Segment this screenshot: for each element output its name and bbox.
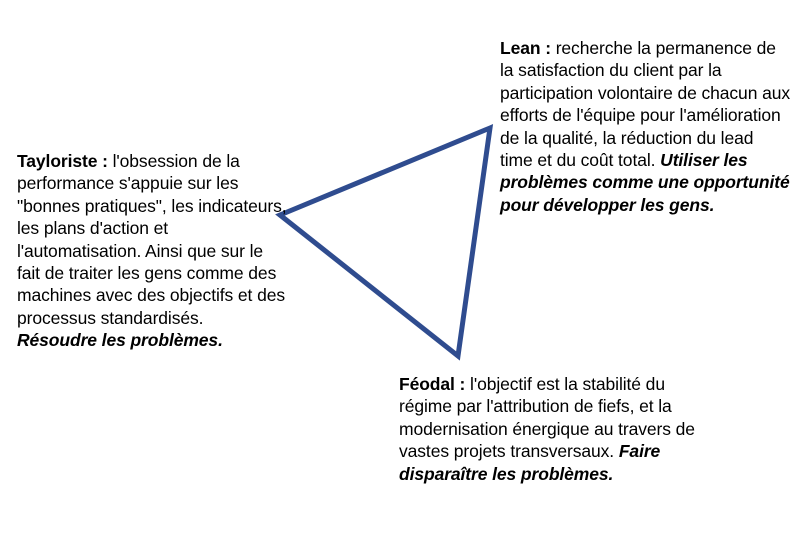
tayloriste-emphasis: Résoudre les problèmes. — [17, 330, 223, 351]
lean-text: recherche la permanence de la satisfaction du client par la participation volontaire de chacun aux efforts de l'équipe pour l'amélioration de la qualité, la réduction du lead time et du coût total. — [500, 38, 791, 171]
triangle-shape — [280, 128, 490, 356]
lean-title: Lean : — [500, 38, 551, 58]
feodal-text: l'objectif est la stabilité du régime par l'attribution de fiefs, et la modernisation énergique au travers de vastes projets transversaux. — [399, 374, 695, 462]
tayloriste-title: Tayloriste : — [17, 151, 108, 171]
lean-description — [500, 37, 790, 216]
lean-emphasis: Utiliser les problèmes comme une opportunité pour développer les gens. — [500, 150, 790, 215]
feodal-emphasis: Faire disparaître les problèmes. — [399, 441, 661, 484]
feodal-description — [399, 373, 719, 485]
tayloriste-text: l'obsession de la performance s'appuie sur les "bonnes pratiques", les indicateurs, les plans d'action et l'automatisation. Ainsi que sur le fait de traiter les gens comme des machines avec des objectifs et des processus standardisés. — [17, 151, 287, 328]
tayloriste-description — [17, 150, 287, 352]
feodal-title: Féodal : — [399, 374, 466, 394]
